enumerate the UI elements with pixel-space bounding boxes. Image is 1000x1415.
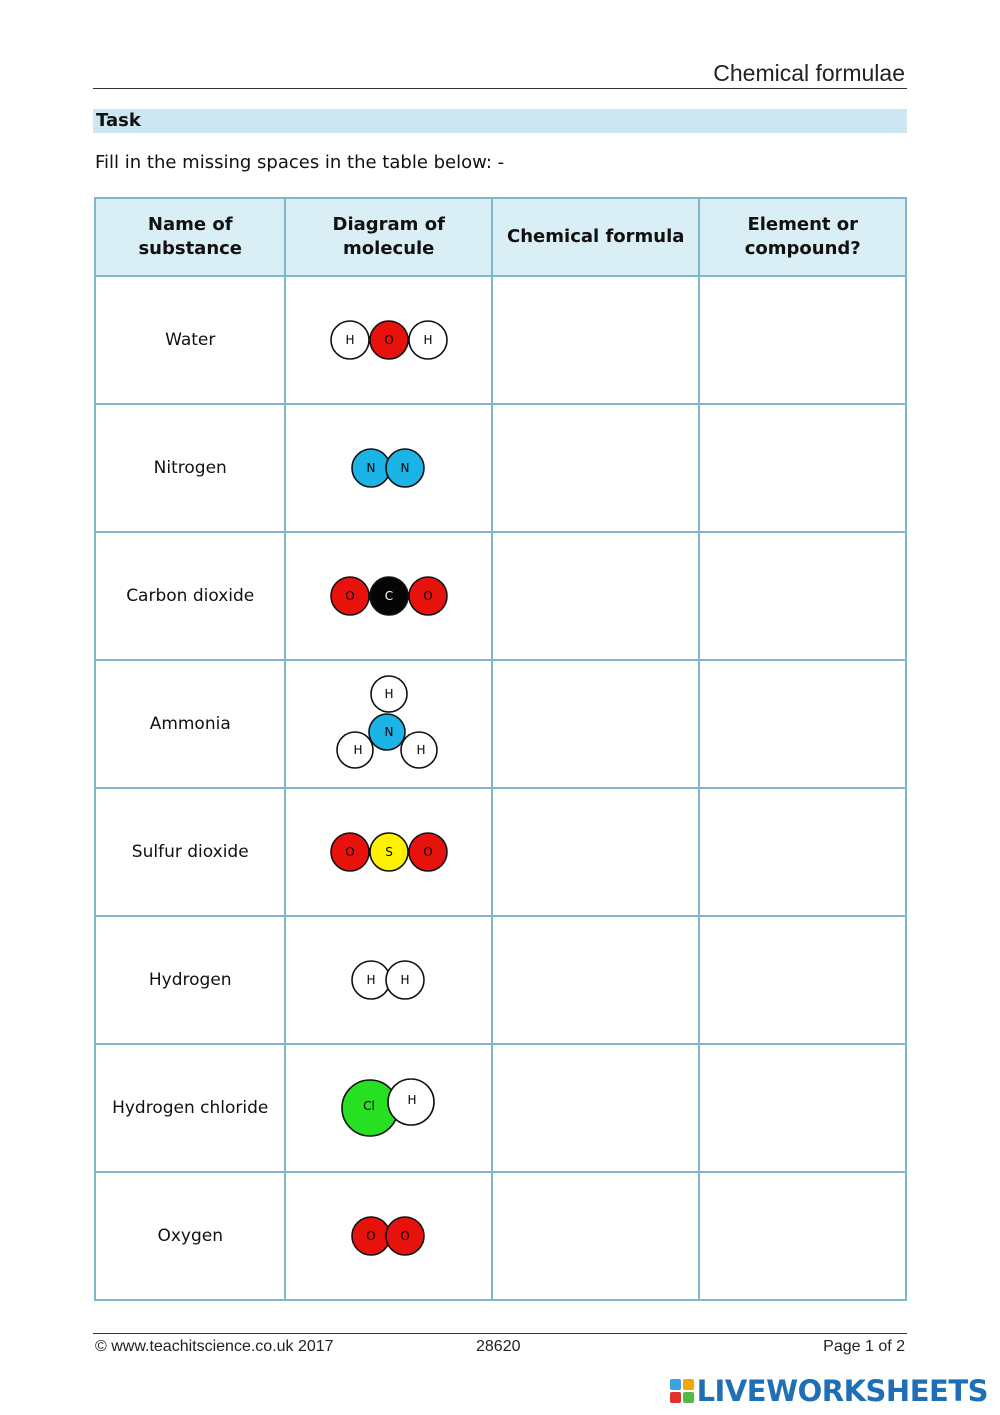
header-diagram-line1: Diagram of (332, 214, 445, 235)
svg-text:H: H (423, 333, 433, 347)
task-banner (93, 109, 907, 133)
type-answer-cell[interactable] (699, 276, 906, 404)
svg-text:O: O (344, 589, 355, 603)
molecule-diagram-cell (285, 1172, 492, 1300)
atom (352, 961, 390, 999)
molecule-diagram-cell (285, 788, 492, 916)
atom (370, 577, 408, 615)
atom (401, 732, 437, 768)
footer-document-code: 28620 (476, 1338, 521, 1355)
substance-name-cell: Ammonia (95, 660, 285, 788)
table-row (95, 532, 906, 660)
footer-divider (93, 1333, 907, 1334)
atom (352, 1217, 390, 1255)
table-row (95, 276, 906, 404)
formula-answer-cell[interactable] (492, 788, 700, 916)
header-divider (93, 88, 907, 89)
liveworksheets-logo (670, 1374, 988, 1408)
svg-text:O: O (383, 333, 394, 347)
atom (386, 1217, 424, 1255)
formula-table (94, 197, 907, 1301)
atom (331, 577, 369, 615)
formula-answer-cell[interactable] (492, 1044, 700, 1172)
svg-text:O: O (422, 589, 433, 603)
substance-name-cell: Sulfur dioxide (95, 788, 285, 916)
liveworksheets-wordmark: LIVEWORKSHEETS (696, 1374, 988, 1408)
task-label: Task (96, 110, 141, 131)
molecule-diagram-cell (285, 916, 492, 1044)
type-answer-cell[interactable] (699, 1172, 906, 1300)
atom (331, 321, 369, 359)
type-answer-cell[interactable] (699, 404, 906, 532)
formula-answer-cell[interactable] (492, 276, 700, 404)
substance-name-cell: Hydrogen chloride (95, 1044, 285, 1172)
type-answer-cell[interactable] (699, 532, 906, 660)
ammonia-molecule-diagram (333, 674, 445, 774)
atom (370, 833, 408, 871)
svg-text:H: H (416, 743, 426, 757)
molecule-diagram-cell (285, 1044, 492, 1172)
svg-text:C: C (384, 589, 393, 603)
svg-text:O: O (422, 845, 433, 859)
table-row (95, 788, 906, 916)
molecule-diagram-cell (285, 532, 492, 660)
type-answer-cell[interactable] (699, 916, 906, 1044)
substance-name-cell: Nitrogen (95, 404, 285, 532)
atom (371, 676, 407, 712)
nitrogen-molecule-diagram (349, 447, 429, 489)
hydrogen-molecule-diagram (349, 959, 429, 1001)
substance-name-cell: Water (95, 276, 285, 404)
molecule-diagram-cell (285, 276, 492, 404)
carbon-dioxide-molecule-diagram (329, 575, 449, 617)
table-row (95, 1172, 906, 1300)
footer-page-number: Page 1 of 2 (823, 1338, 905, 1355)
header-element-or-compound (699, 198, 906, 276)
header-type-line2: compound? (744, 238, 861, 259)
atom (388, 1079, 434, 1125)
svg-text:O: O (399, 1229, 410, 1243)
atom (352, 449, 390, 487)
molecule-diagram-cell (285, 404, 492, 532)
sulfur-dioxide-molecule-diagram (329, 831, 449, 873)
footer-copyright: © www.teachitscience.co.uk 2017 (95, 1338, 334, 1355)
atom (409, 577, 447, 615)
oxygen-molecule-diagram (349, 1215, 429, 1257)
svg-text:H: H (407, 1093, 417, 1107)
formula-answer-cell[interactable] (492, 660, 700, 788)
svg-text:H: H (345, 333, 355, 347)
svg-text:S: S (384, 845, 393, 859)
atom (409, 321, 447, 359)
svg-text:H: H (366, 973, 376, 987)
atom (386, 449, 424, 487)
type-answer-cell[interactable] (699, 660, 906, 788)
table-row (95, 404, 906, 532)
table-row (95, 1044, 906, 1172)
header-name-of-substance (95, 198, 285, 276)
atom (337, 732, 373, 768)
header-name-line2: substance (138, 238, 243, 259)
header-name-line1: Name of (147, 214, 233, 235)
header-chemical-formula (492, 198, 700, 276)
svg-text:N: N (384, 725, 394, 739)
svg-text:O: O (365, 1229, 376, 1243)
task-instruction: Fill in the missing spaces in the table below: - (95, 152, 505, 173)
page-title: Chemical formulae (713, 60, 905, 86)
table-row (95, 916, 906, 1044)
header-type-line1: Element or (747, 214, 859, 235)
atom (331, 833, 369, 871)
header-diagram-of-molecule (285, 198, 492, 276)
table-row (95, 660, 906, 788)
svg-text:Cl: Cl (362, 1099, 375, 1113)
svg-text:H: H (384, 687, 394, 701)
formula-answer-cell[interactable] (492, 404, 700, 532)
liveworksheets-logo-icon (670, 1379, 694, 1403)
formula-answer-cell[interactable] (492, 1172, 700, 1300)
svg-text:N: N (400, 461, 410, 475)
type-answer-cell[interactable] (699, 1044, 906, 1172)
substance-name-cell: Hydrogen (95, 916, 285, 1044)
atom (386, 961, 424, 999)
header-formula-label: Chemical formula (507, 226, 685, 247)
water-molecule-diagram (329, 319, 449, 361)
molecule-diagram-cell (285, 660, 492, 788)
substance-name-cell: Carbon dioxide (95, 532, 285, 660)
atom (369, 714, 405, 750)
svg-text:H: H (353, 743, 363, 757)
substance-name-cell: Oxygen (95, 1172, 285, 1300)
hydrogen-chloride-molecule-diagram (339, 1078, 439, 1138)
atom (409, 833, 447, 871)
formula-answer-cell[interactable] (492, 532, 700, 660)
header-diagram-line2: molecule (343, 238, 435, 259)
formula-answer-cell[interactable] (492, 916, 700, 1044)
table-header-row (95, 198, 906, 276)
type-answer-cell[interactable] (699, 788, 906, 916)
svg-text:O: O (344, 845, 355, 859)
svg-text:N: N (366, 461, 376, 475)
svg-text:H: H (400, 973, 410, 987)
atom (370, 321, 408, 359)
